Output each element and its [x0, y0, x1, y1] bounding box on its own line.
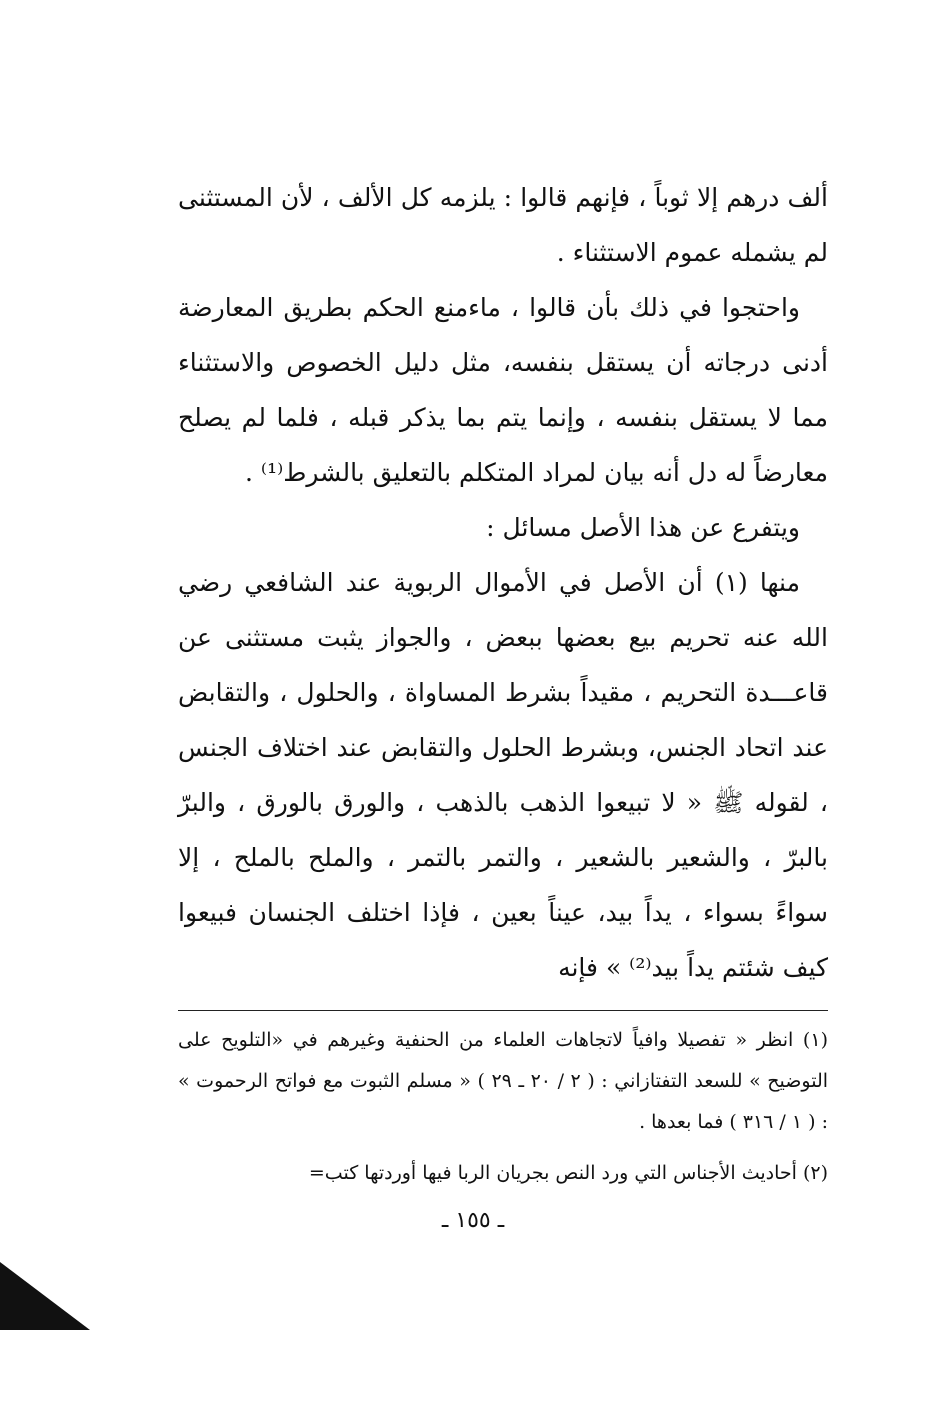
footnotes [178, 1020, 828, 1194]
main-text [178, 170, 828, 995]
footnote-divider [178, 1010, 828, 1011]
paragraph-2: واحتجوا في ذلك بأن قالوا ، ماءمنع الحكم بطريق المعارضة أدنى درجاته أن يستقل بنفسه، مثل دليل الخصوص والاستثناء مما لا يستقل بنفسه ، وإنما يتم بما يذكر قبله ، فلما لم يصلح معارضاً له دل أنه بيان لمراد المتكلم بالتعليق بالشرط⁽¹⁾ . [178, 293, 828, 487]
corner-triangle-icon [0, 1262, 90, 1330]
paragraph-3: ويتفرع عن هذا الأصل مسائل : [486, 513, 800, 542]
page-number: ـ ١٥٥ ـ [441, 1208, 505, 1233]
paragraph-1: ألف درهم إلا ثوباً ، فإنهم قالوا : يلزمه كل الألف ، لأن المستثنى لم يشمله عموم الاستثناء . [178, 183, 828, 267]
footnote-1: (١) انظر « تفصيلا وافياً لاتجاهات العلماء من الحنفية وغيرهم في «التلويح على التوضيح » للسعد التفتازاني : ( ٢ / ٢٠ ـ ٢٩ ) « مسلم الثبوت مع فواتح الرحموت » : ( ١ / ٣١٦ ) فما بعدها . [178, 1029, 829, 1133]
footnote-2: (٢) أحاديث الأجناس التي ورد النص بجريان الربا فيها أوردتها كتب= [308, 1162, 828, 1184]
paragraph-4: منها (١) أن الأصل في الأموال الربوية عند الشافعي رضي الله عنه تحريم بيع بعضها ببعض ، والجواز يثبت مستثنى عن قاعـــدة التحريم ، مقيداً بشرط المساواة ، والحلول ، والتقابض عند اتحاد الجنس، وبشرط الحلول والتقابض عند اختلاف الجنس ، لقوله ﷺ « لا تبيعوا الذهب بالذهب ، والورق بالورق ، والبرّ بالبرّ ، والشعير بالشعير ، والتمر بالتمر ، والملح بالملح ، إلا سواءً بسواء ، يداً بيد، عيناً بعين ، فإذا اختلف الجنسان فبيعوا كيف شئتم يداً بيد⁽²⁾ » فإنه [178, 568, 828, 982]
